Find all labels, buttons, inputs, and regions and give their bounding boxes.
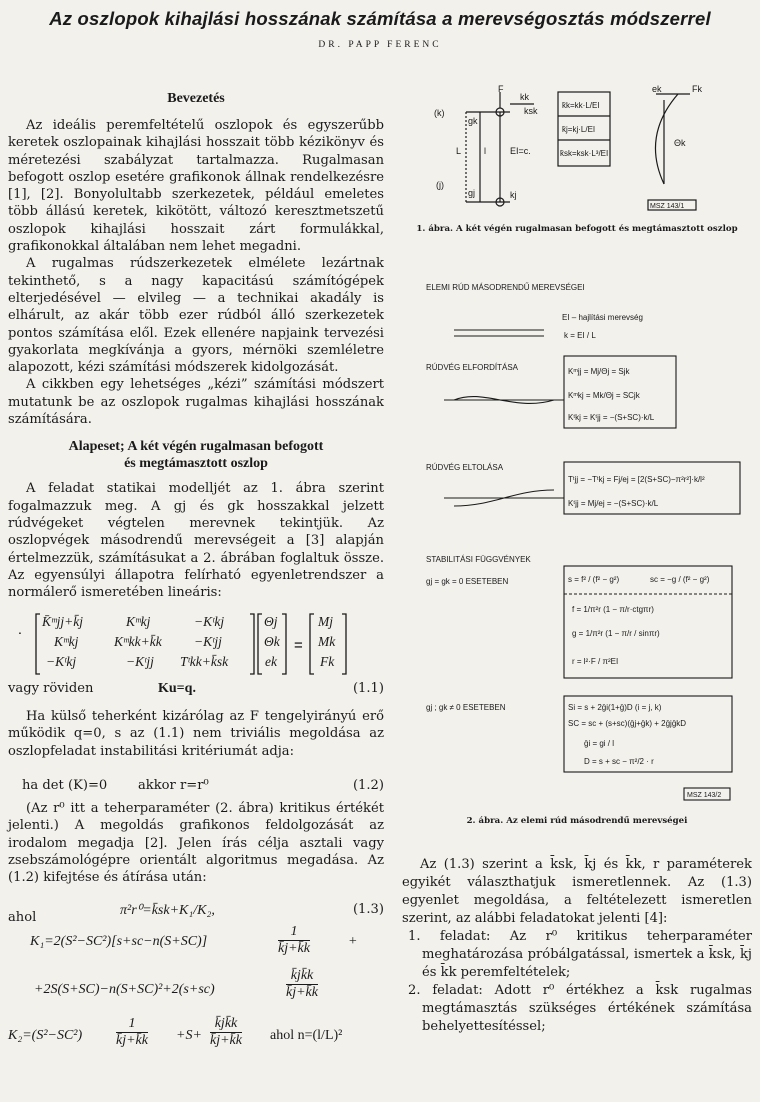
eq-number: (1.3) bbox=[352, 902, 384, 917]
fig2-case1-line: g = 1/π²r (1 − π/r / sinπr) bbox=[572, 629, 660, 638]
fraction-num: 1 bbox=[278, 924, 310, 941]
fraction bbox=[116, 1016, 148, 1049]
intro-paragraph-3: A cikkben egy lehetséges „kézi” számítási módszert mutatunk be az oszlopok rugalmas kihajlási hosszának számítására. bbox=[8, 377, 384, 428]
fig1-label: F bbox=[498, 84, 504, 94]
criterion-row bbox=[22, 778, 384, 793]
k1-expression: K₁=2(S²−SC²)[s+sc−n(S+SC)] bbox=[30, 934, 208, 949]
fig2-rotation-title: RÚDVÉG ELFORDÍTÁSA bbox=[426, 363, 519, 372]
where-label: ahol bbox=[8, 910, 37, 925]
matrix-cell: −Kᵗkj bbox=[194, 614, 225, 629]
fig1-label: EI=c. bbox=[510, 146, 531, 156]
eq-number: (1.1) bbox=[352, 681, 384, 696]
figure-2-caption: 2. ábra. Az elemi rúd másodrendű merevségei bbox=[466, 816, 688, 826]
fig2-case1-line: sc = −g / (f² − g²) bbox=[650, 575, 710, 584]
fig2-displacement-title: RÚDVÉG ELTOLÁSA bbox=[426, 463, 504, 472]
figure-2 bbox=[414, 270, 754, 810]
vector-u-entry: Θk bbox=[264, 634, 280, 649]
svg-text:.: . bbox=[18, 621, 22, 637]
fig2-rot-line: Kᵗkj = Kᵗjj = −(S+SC)·k/L bbox=[568, 413, 655, 422]
matrix-cell: −Kᵗkj bbox=[46, 654, 77, 669]
matrix-cell: Kᵐkk+k̄k bbox=[114, 634, 162, 649]
fig2-disp-line: Tᵗjj = −Tᵗkj = Fj/ej = [2(S+SC)−π²r²]·k/l² bbox=[568, 475, 705, 484]
fig2-case1: gj = gk = 0 ESETEBEN bbox=[426, 577, 509, 586]
matrix-equation bbox=[14, 612, 384, 676]
k1-line2 bbox=[30, 968, 384, 1008]
task-item-1: 1. feladat: Az r⁰ kritikus teherparaméter meghatározása próbálgatással, ismertek a k̄sk, k̄j és k̄k peremfeltételek; bbox=[408, 929, 752, 980]
fig1-box-line: k̄j=kj·L/EI bbox=[562, 125, 596, 134]
k1-expression-2: +2S(S+SC)−n(S+SC)²+2(s+sc) bbox=[34, 982, 215, 997]
fig2-rot-line: Kᵐkj = Mk/Θj = SCjk bbox=[568, 391, 640, 400]
task-item-2: 2. feladat: Adott r⁰ értékhez a k̄sk rugalmas megtámasztás szükséges értékének számítása behelyettesítéssel; bbox=[408, 983, 752, 1034]
fraction-den: k̄j+k̄k bbox=[116, 1033, 148, 1048]
k1-line1 bbox=[30, 924, 384, 964]
eq3-row bbox=[8, 902, 384, 926]
section-paragraph-1: A feladat statikai modelljét az 1. ábra szerint fogalmazzuk meg. A gj és gk hosszakkal jelzett rúdvégeket végtelen merevnek tekintjük. Az oszlopvégek másodrendű merevségeit a [3] alapján értelmezzük, számításukat a 2. ábrában foglaltuk össze. Az egyensúlyi állapotra felírható egyenletrendszer a normálerő ismeretében lineáris: bbox=[8, 481, 384, 601]
matrix-cell: Tᵗkk+k̄sk bbox=[180, 654, 229, 669]
right-column-text bbox=[402, 856, 752, 1036]
short-form-label: vagy röviden bbox=[8, 681, 94, 696]
vector-q-entry: Mk bbox=[318, 634, 336, 649]
figure-1-caption: 1. ábra. A két végén rugalmasan befogott és megtámasztott oszlop bbox=[416, 224, 738, 234]
fig2-case2-line: SC = sc + (s+sc)(ḡj+ḡk) + 2ḡjḡkD bbox=[568, 719, 687, 728]
fig2-k-def: k = EI / L bbox=[564, 331, 596, 340]
fig2-case1-line: s = f² / (f² − g²) bbox=[568, 575, 620, 584]
fig1-label: Fk bbox=[692, 84, 702, 94]
k2-expression: K₂=(S²−SC²) bbox=[8, 1028, 83, 1043]
fig1-label: (j) bbox=[436, 180, 444, 190]
fraction-den: k̄j+k̄k bbox=[278, 941, 310, 956]
fig2-case1-line: r = l²·F / π²EI bbox=[572, 657, 619, 666]
fraction-den: k̄j+k̄k bbox=[286, 985, 318, 1000]
fig1-box-line: k̄sk=ksk·L³/EI bbox=[560, 149, 609, 158]
fig1-label: gj bbox=[468, 188, 476, 198]
fig1-label: l bbox=[484, 146, 486, 156]
fig2-case2-line: Si = s + 2ḡi(1+ḡ)D (i = j, k) bbox=[568, 703, 662, 712]
figure-1-drawing bbox=[400, 84, 752, 224]
fig1-label: Θk bbox=[674, 138, 686, 148]
fig2-stamp: MSZ 143/2 bbox=[687, 792, 722, 799]
short-form-eq: Ku=q. bbox=[158, 681, 196, 696]
fig1-label: kk bbox=[520, 92, 529, 102]
intro-section bbox=[8, 90, 384, 601]
vector-u-entry: Θj bbox=[264, 614, 278, 629]
matrix-cell: −Kᵗjj bbox=[126, 654, 154, 669]
fig2-disp-line: Kᵗjj = Mj/ej = −(S+SC)·k/L bbox=[568, 499, 659, 508]
article-title: Az oszlopok kihajlási hosszának számítása a merevségosztás módszerrel bbox=[49, 8, 711, 29]
vector-u-entry: ek bbox=[265, 654, 277, 669]
fig2-case2-line: ḡi = gi / l bbox=[584, 739, 615, 748]
plus-sign: + bbox=[348, 934, 358, 949]
intro-heading: Bevezetés bbox=[167, 91, 225, 106]
k2-line bbox=[8, 1016, 384, 1060]
matrix-cell: Kᵐkj bbox=[126, 614, 151, 629]
intro-paragraph-1: Az ideális peremfeltételű oszlopok és egyszerűbb keretek oszlopainak kihajlási hosszait több kézikönyv és méretezési szabályzat tartalmazza. Rugalmasan befogott oszlop esetére grafikonok állnak rendelkezésre [1], [2]. Bonyolultabb szerkezetek, például emeletes több állású keretek, kikötött, változó keresztmetszetű oszlopok kihajlási hosszait zárt formulákkal, grafikonokkal általában nem lehet megadni. bbox=[8, 118, 384, 255]
fig1-label: gk bbox=[468, 116, 478, 126]
fig1-label: (k) bbox=[434, 108, 445, 118]
fig2-case2-line: D = s + sc − π²/2 · r bbox=[584, 757, 654, 766]
figure-1 bbox=[400, 84, 752, 224]
eq-number: (1.2) bbox=[352, 778, 384, 793]
section-heading-line2: és megtámasztott oszlop bbox=[124, 456, 268, 472]
fraction bbox=[278, 924, 310, 957]
k2-tail: +S+ bbox=[176, 1028, 202, 1043]
fig1-label: ek bbox=[652, 84, 662, 94]
fig2-stability-title: STABILITÁSI FÜGGVÉNYEK bbox=[426, 555, 531, 564]
short-form-row bbox=[8, 680, 384, 697]
fig1-label: L bbox=[456, 146, 462, 156]
right-paragraph-1: Az (1.3) szerint a k̄sk, k̄j és k̄k, r paraméterek egyikét választhatjuk ismeretlennek. Az (1.3) egyenlet megoldása, a feltételezett ismeretlen szerint, az alábbi feladatokat jelenti [4]: bbox=[402, 857, 752, 926]
fig2-rot-line: Kᵐjj = Mj/Θj = Sjk bbox=[568, 367, 630, 376]
fig1-label: ksk bbox=[524, 106, 538, 116]
fig2-case2: gj ; gk ≠ 0 ESETEBEN bbox=[426, 703, 506, 712]
vector-q-entry: Fk bbox=[320, 654, 335, 669]
fraction-den: k̄j+k̄k bbox=[210, 1033, 242, 1048]
fraction-num: k̄jk̄k bbox=[210, 1016, 242, 1033]
section-paragraph-3: (Az r⁰ itt a teherparaméter (2. ábra) kritikus értékét jelenti.) A megoldás grafikonos feldolgozását az irodalom megadja [2]. Jelen írás célja asztali vagy zsebszámológépre orientált algoritmus megadása. Az (1.2) kifejtése és átírása után: bbox=[8, 801, 384, 886]
section-heading-line1: Alapeset; A két végén rugalmasan befogott bbox=[68, 439, 324, 455]
fraction bbox=[210, 1016, 242, 1049]
matrix-cell: K̄ᵐjj+k̄j bbox=[42, 614, 83, 629]
k2-n-definition: ahol n=(l/L)² bbox=[270, 1028, 343, 1043]
criterion-right: akkor r=r⁰ bbox=[138, 778, 209, 793]
section-paragraph-2-wrap bbox=[8, 708, 384, 760]
section-paragraph-2: Ha külső teherként kizárólag az F tengelyirányú erő működik q=0, s az (1.1) nem triviális megoldása az oszlopfeladat instabilitási kritériumát adja: bbox=[8, 709, 384, 759]
author: DR. PAPP FERENC bbox=[318, 40, 442, 50]
fraction bbox=[286, 968, 318, 1001]
figure-2-drawing bbox=[414, 270, 754, 810]
intro-paragraph-2: A rugalmas rúdszerkezetek elmélete lezártnak tekinthető, s a nagy kapacitású számítógépek elterjedésével — elvileg — a technikai akadály is elhárult, az akár több ezer rúdból álló szerkezetek pontos számítása elől. Ezek ellenére napjaink tervezési gyakorlata megkívánja a gyors, mérnöki szemléletre alapozott, kézi számítási módszerek kidolgozását. bbox=[8, 256, 384, 376]
fig1-box-line: k̄k=kk·L/EI bbox=[562, 101, 600, 110]
criterion-left: ha det (K)=0 bbox=[22, 778, 108, 793]
svg-text:=: = bbox=[294, 637, 303, 654]
section-paragraph-3-wrap bbox=[8, 800, 384, 886]
fraction-num: 1 bbox=[116, 1016, 148, 1033]
vector-q-entry: Mj bbox=[318, 614, 333, 629]
fraction-num: k̄jk̄k bbox=[286, 968, 318, 985]
fig2-ei-note: EI – hajlítási merevség bbox=[562, 313, 643, 322]
matrix-cell: Kᵐkj bbox=[54, 634, 79, 649]
fig2-section-title: ELEMI RÚD MÁSODRENDŰ MEREVSÉGEI bbox=[426, 283, 585, 292]
fig1-stamp: MSZ 143/1 bbox=[650, 203, 685, 210]
eq3: π²r⁰=k̄sk+K₁/K₂, bbox=[120, 903, 215, 918]
fig2-case1-line: f = 1/π²r (1 − π/r·ctgπr) bbox=[572, 605, 654, 614]
fig1-label: kj bbox=[510, 190, 517, 200]
matrix-cell: −Kᵗjj bbox=[194, 634, 222, 649]
